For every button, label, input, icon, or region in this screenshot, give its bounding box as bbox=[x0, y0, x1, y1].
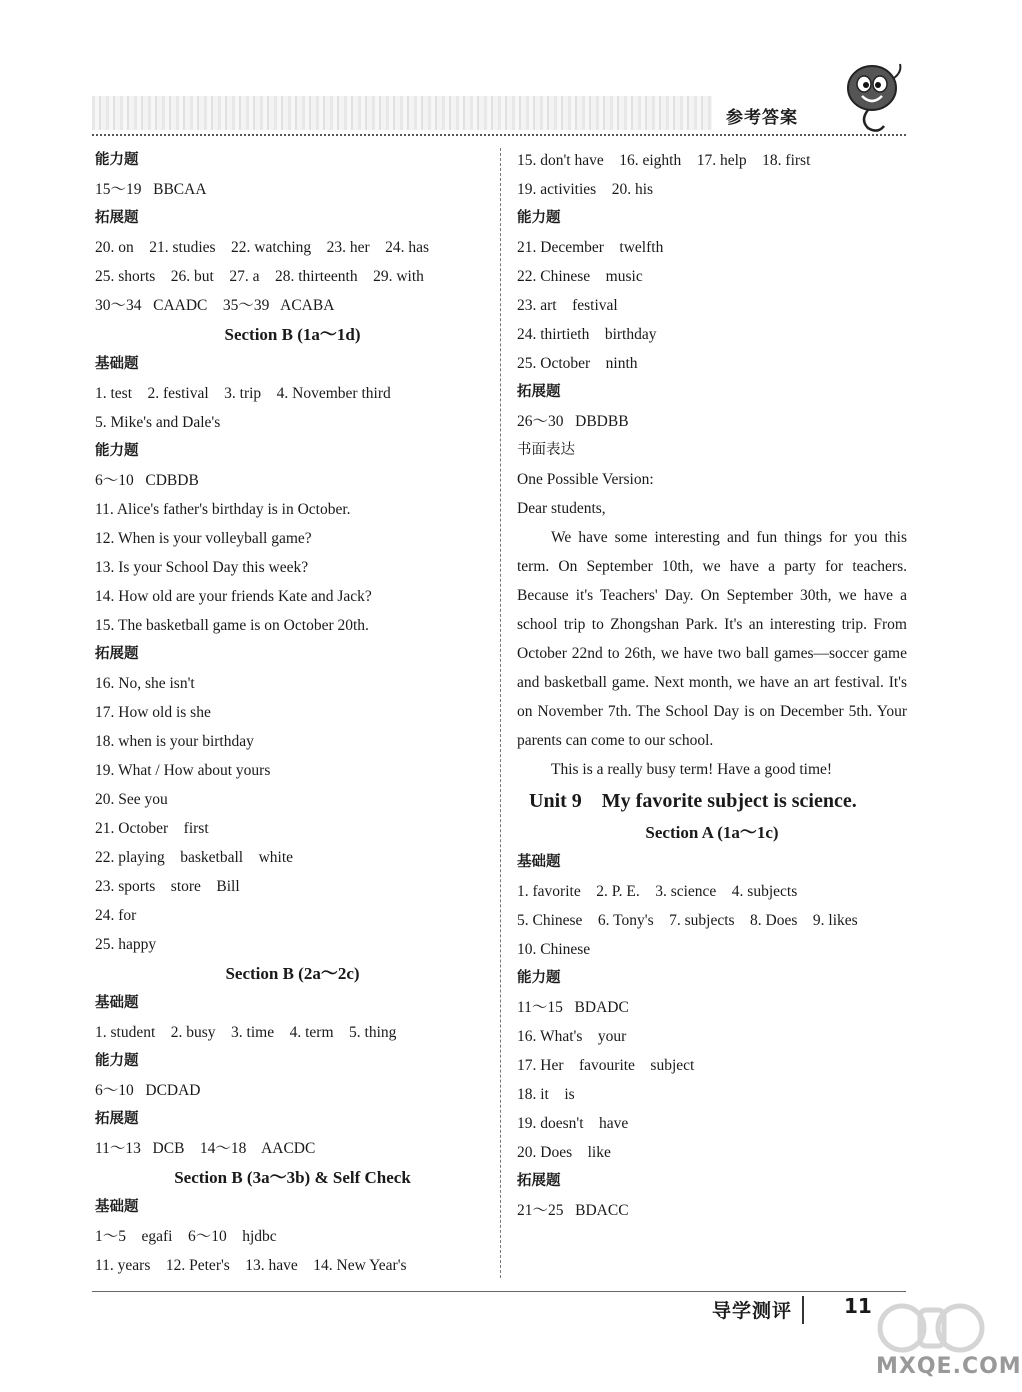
answer-line: 15～19 BBCAA bbox=[95, 181, 207, 198]
page-number: 11 bbox=[844, 1294, 872, 1318]
answer-line: 18. when is your birthday bbox=[95, 733, 254, 750]
answer-line: 1. favorite 2. P. E. 3. science 4. subjects bbox=[517, 883, 798, 900]
watermark-text: MXQE.COM bbox=[876, 1354, 1022, 1379]
answer-line: 21～25 BDACC bbox=[517, 1202, 629, 1219]
section-heading: Section B (3a～3b) & Self Check bbox=[174, 1168, 411, 1187]
category-label: 能力题 bbox=[95, 152, 139, 168]
answer-line: 5. Mike's and Dale's bbox=[95, 414, 221, 431]
category-label: 拓展题 bbox=[517, 384, 561, 400]
answer-line: 23. sports store Bill bbox=[95, 878, 240, 895]
section-heading: Section B (2a～2c) bbox=[225, 964, 360, 983]
category-label: 基础题 bbox=[517, 854, 561, 870]
category-label: 拓展题 bbox=[95, 210, 139, 226]
right-column bbox=[517, 146, 907, 1225]
header-decoration bbox=[92, 96, 712, 130]
answer-line: 15. don't have 16. eighth 17. help 18. first bbox=[517, 152, 811, 169]
answer-line: 11. Alice's father's birthday is in October. bbox=[95, 501, 351, 518]
writing-label: 书面表达 bbox=[517, 442, 575, 458]
answer-line: 23. art festival bbox=[517, 297, 618, 314]
answer-line: 24. for bbox=[95, 907, 137, 924]
answer-line: 16. What's your bbox=[517, 1028, 627, 1045]
answer-line: 20. on 21. studies 22. watching 23. her 24. has bbox=[95, 239, 430, 256]
answer-line: 21. October first bbox=[95, 820, 209, 837]
category-label: 能力题 bbox=[95, 443, 139, 459]
answer-line: One Possible Version: bbox=[517, 471, 654, 488]
essay-paragraph bbox=[517, 523, 907, 755]
category-label: 基础题 bbox=[95, 356, 139, 372]
mascot-icon bbox=[838, 58, 908, 138]
answer-line: 10. Chinese bbox=[517, 941, 591, 958]
answer-line: 6～10 CDBDB bbox=[95, 472, 199, 489]
answer-line: 13. Is your School Day this week? bbox=[95, 559, 309, 576]
answer-line: 17. Her favourite subject bbox=[517, 1057, 695, 1074]
left-column bbox=[95, 146, 490, 1280]
answer-line: 11. years 12. Peter's 13. have 14. New Year's bbox=[95, 1257, 407, 1274]
answer-line: 26～30 DBDBB bbox=[517, 413, 629, 430]
answer-line: 25. shorts 26. but 27. a 28. thirteenth 29. with bbox=[95, 268, 424, 285]
answer-line: 20. See you bbox=[95, 791, 168, 808]
answer-line: 24. thirtieth birthday bbox=[517, 326, 657, 343]
answer-line: 19. What / How about yours bbox=[95, 762, 271, 779]
answer-line: 6～10 DCDAD bbox=[95, 1082, 201, 1099]
answer-line: 22. Chinese music bbox=[517, 268, 643, 285]
essay-closing: This is a really busy term! Have a good time! bbox=[551, 761, 833, 778]
answer-line: 11～13 DCB 14～18 AACDC bbox=[95, 1140, 316, 1157]
answer-line: 18. it is bbox=[517, 1086, 575, 1103]
answer-line: Dear students, bbox=[517, 500, 606, 517]
category-label: 拓展题 bbox=[95, 646, 139, 662]
answer-line: 16. No, she isn't bbox=[95, 675, 195, 692]
answer-line: 1～5 egafi 6～10 hjdbc bbox=[95, 1228, 277, 1245]
right-answers-top bbox=[517, 146, 907, 523]
answer-line: 17. How old is she bbox=[95, 704, 211, 721]
footer-separator bbox=[802, 1296, 804, 1324]
category-label: 能力题 bbox=[517, 970, 561, 986]
answer-line: 22. playing basketball white bbox=[95, 849, 294, 866]
answer-line: 1. student 2. busy 3. time 4. term 5. thing bbox=[95, 1024, 397, 1041]
category-label: 拓展题 bbox=[95, 1111, 139, 1127]
category-label: 基础题 bbox=[95, 995, 139, 1011]
answer-line: 5. Chinese 6. Tony's 7. subjects 8. Does 9. likes bbox=[517, 912, 858, 929]
answer-line: 14. How old are your friends Kate and Jack? bbox=[95, 588, 372, 605]
section-heading: Section B (1a～1d) bbox=[224, 325, 361, 344]
unit-heading: Unit 9 My favorite subject is science. bbox=[529, 790, 857, 812]
answer-line: 19. doesn't have bbox=[517, 1115, 629, 1132]
category-label: 拓展题 bbox=[517, 1173, 561, 1189]
answer-line: 20. Does like bbox=[517, 1144, 611, 1161]
category-label: 能力题 bbox=[95, 1053, 139, 1069]
category-label: 基础题 bbox=[95, 1199, 139, 1215]
right-answers-bottom bbox=[517, 784, 907, 1225]
footer-rule bbox=[92, 1291, 906, 1292]
section-heading: Section A (1a～1c) bbox=[645, 823, 779, 842]
answer-line: 12. When is your volleyball game? bbox=[95, 530, 312, 547]
answer-line: 21. December twelfth bbox=[517, 239, 664, 256]
column-divider bbox=[500, 148, 501, 1278]
essay-body: We have some interesting and fun things for you this term. On September 10th, we have a party for teachers. Because it's Teachers' Day. On September 30th, we have a school trip to Zhongshan Park. It's an interesting trip. From October 22nd to 26th, we have two ball games—soccer game and basketball game. Next month, we have an art festival. It's on November 7th. The School Day is on December 5th. Your parents can come to our school. bbox=[517, 529, 907, 749]
answer-line: 11～15 BDADC bbox=[517, 999, 629, 1016]
answer-line: 30～34 CAADC 35～39 ACABA bbox=[95, 297, 335, 314]
answer-line: 25. happy bbox=[95, 936, 157, 953]
page-header-title: 参考答案 bbox=[726, 108, 798, 128]
header-rule bbox=[92, 134, 906, 136]
answer-line: 15. The basketball game is on October 20th. bbox=[95, 617, 369, 634]
category-label: 能力题 bbox=[517, 210, 561, 226]
answer-line: 25. October ninth bbox=[517, 355, 638, 372]
answer-line: 19. activities 20. his bbox=[517, 181, 654, 198]
footer-brand: 导学测评 bbox=[712, 1300, 793, 1322]
answer-line: 1. test 2. festival 3. trip 4. November third bbox=[95, 385, 391, 402]
